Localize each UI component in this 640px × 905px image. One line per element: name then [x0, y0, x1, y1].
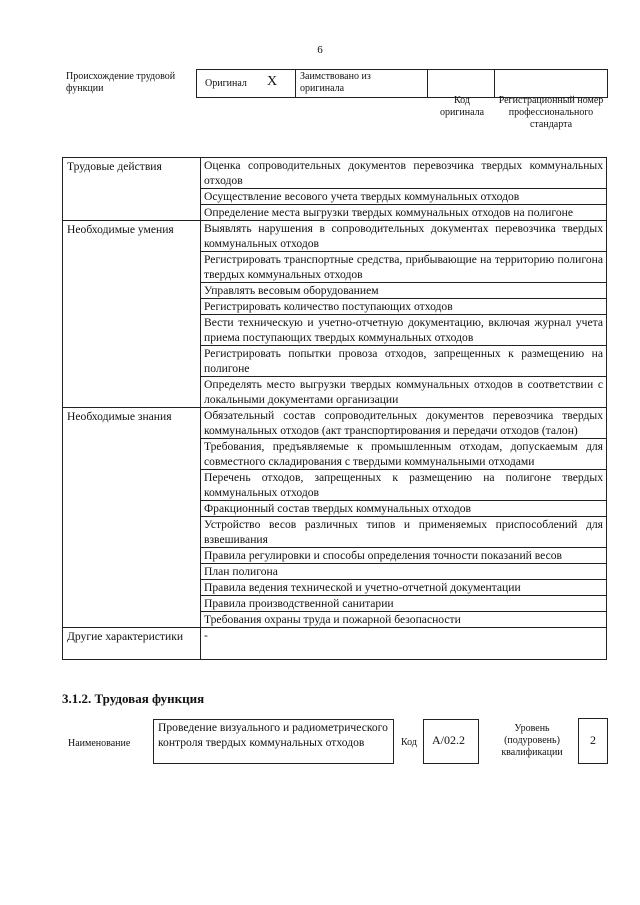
labor-function-table [62, 157, 607, 660]
registration-number-label: Регистрационный номер профессионального стандарта [498, 95, 604, 130]
origin-original-cell [196, 69, 296, 98]
category-labor-actions: Трудовые действия [63, 158, 201, 221]
category-other-characteristics: Другие характеристики [63, 628, 201, 660]
table-cell: Устройство весов различных типов и применяемых приспособлений для взвешивания [201, 517, 607, 548]
table-cell: - [201, 628, 607, 660]
table-row [63, 221, 607, 252]
table-cell: Определять место выгрузки твердых коммунальных отходов в соответствии с локальными документами организации [201, 377, 607, 408]
origin-reg-cell [494, 69, 608, 98]
origin-borrowed-cell [295, 69, 428, 98]
category-required-knowledge: Необходимые знания [63, 408, 201, 628]
table-cell: Правила производственной санитарии [201, 596, 607, 612]
table-cell: Регистрировать транспортные средства, прибывающие на территорию полигона твердых коммунальных отходов [201, 252, 607, 283]
table-cell: Правила ведения технической и учетно-отчетной документации [201, 580, 607, 596]
table-cell: Перечень отходов, запрещенных к размещению на полигоне твердых коммунальных отходов [201, 470, 607, 501]
page-number: 6 [317, 44, 323, 56]
table-cell: Оценка сопроводительных документов перевозчика твердых коммунальных отходов [201, 158, 607, 189]
table-row [63, 408, 607, 439]
origin-code-cell [427, 69, 495, 98]
table-cell: Управлять весовым оборудованием [201, 283, 607, 299]
code-original-label: Код оригинала [439, 95, 485, 118]
table-cell: План полигона [201, 564, 607, 580]
table-row [63, 628, 607, 660]
origin-label: Происхождение трудовой функции [66, 71, 176, 94]
borrowed-label: Заимствовано из оригинала [300, 71, 371, 94]
table-cell: Вести техническую и учетно-отчетную документацию, включая журнал учета приема поступающих твердых коммунальных отходов [201, 315, 607, 346]
section-title: 3.1.2. Трудовая функция [62, 691, 205, 706]
table-cell: Регистрировать количество поступающих отходов [201, 299, 607, 315]
table-cell: Фракционный состав твердых коммунальных отходов [201, 501, 607, 517]
qualification-level-label: Уровень (подуровень) квалификации [501, 723, 563, 758]
qualification-level-value: 2 [578, 718, 608, 764]
table-cell: Выявлять нарушения в сопроводительных документах перевозчика твердых коммунальных отходов [201, 221, 607, 252]
table-cell: Требования, предъявляемые к промышленным отходам, допускаемым для совместного складирования с твердыми коммунальными отходами [201, 439, 607, 470]
original-label: Оригинал [205, 78, 247, 89]
table-cell: Обязательный состав сопроводительных документов перевозчика твердых коммунальных отходов (акт транспортирования и передачи отходов (талон) [201, 408, 607, 439]
function-name-label: Наименование [68, 738, 131, 749]
category-required-skills: Необходимые умения [63, 221, 201, 408]
function-code-label: Код [401, 737, 417, 748]
table-cell: Правила регулировки и способы определения точности показаний весов [201, 548, 607, 564]
function-code-value: А/02.2 [423, 719, 479, 764]
table-cell: Требования охраны труда и пожарной безопасности [201, 612, 607, 628]
table-cell: Осуществление весового учета твердых коммунальных отходов [201, 189, 607, 205]
table-cell: Определение места выгрузки твердых коммунальных отходов на полигоне [201, 205, 607, 221]
function-name-value: Проведение визуального и радиометрического контроля твердых коммунальных отходов [153, 719, 394, 764]
original-mark: X [267, 74, 278, 89]
table-row [63, 158, 607, 189]
table-cell: Регистрировать попытки провоза отходов, запрещенных к размещению на полигоне [201, 346, 607, 377]
